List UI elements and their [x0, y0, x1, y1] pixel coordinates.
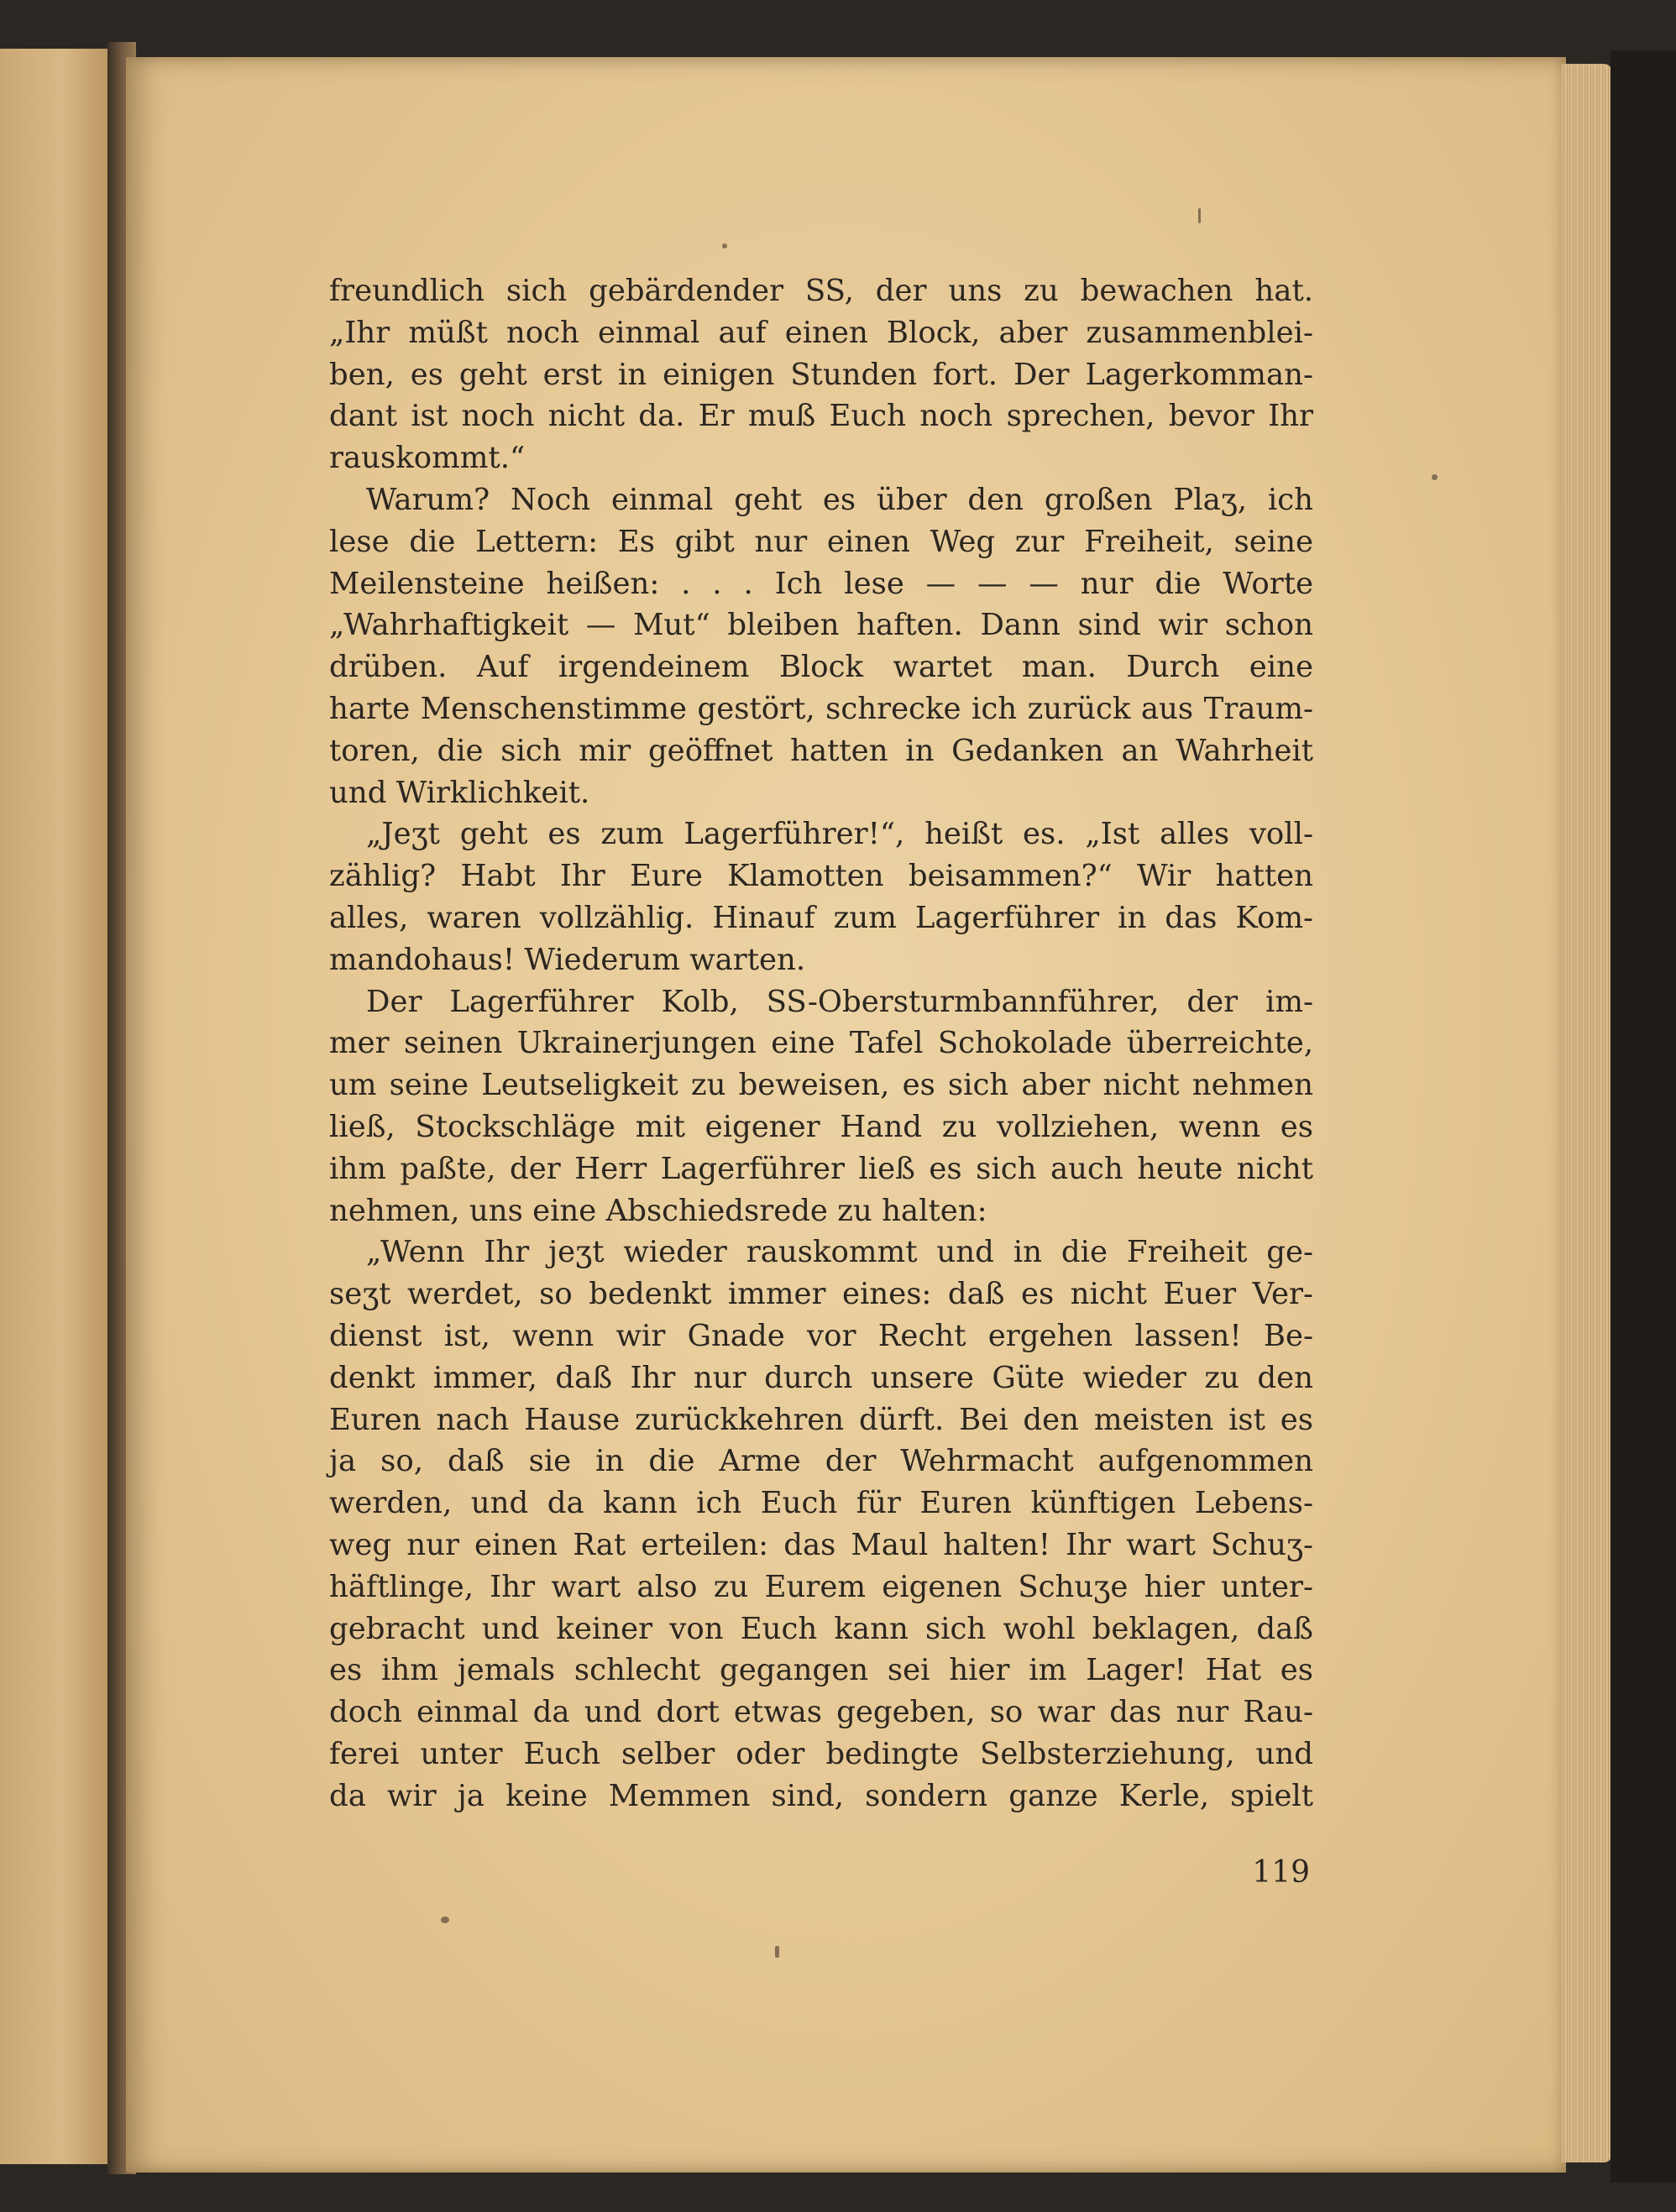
- text-line: doch einmal da und dort etwas gegeben, so war das nur Rau-: [329, 1695, 1313, 1730]
- page-number: 119: [1252, 1855, 1310, 1890]
- text-line: da wir ja keine Memmen sind, sondern ganze Kerle, spielt: [329, 1778, 1313, 1813]
- text-line: ben, es geht erst in einigen Stunden fort. Der Lagerkomman-: [329, 357, 1313, 392]
- page-mark: [1198, 208, 1201, 223]
- text-line: weg nur einen Rat erteilen: das Maul halten! Ihr wart Schuʒ-: [329, 1527, 1313, 1562]
- page-mark: [441, 1917, 449, 1923]
- text-line: „Ihr müßt noch einmal auf einen Block, aber zusammenblei-: [329, 315, 1313, 350]
- text-line: ihm paßte, der Herr Lagerführer ließ es sich auch heute nicht: [329, 1151, 1313, 1186]
- text-line: ja so, daß sie in die Arme der Wehrmacht aufgenommen: [329, 1444, 1313, 1479]
- page-mark: [1432, 474, 1438, 480]
- text-line: nehmen, uns eine Abschiedsrede zu halten:: [329, 1193, 987, 1228]
- text-line: gebracht und keiner von Euch kann sich wohl beklagen, daß: [329, 1611, 1313, 1646]
- text-line: harte Menschenstimme gestört, schrecke ich zurück aus Traum-: [329, 691, 1313, 726]
- text-line: Euren nach Hause zurückkehren dürft. Bei den meisten ist es: [329, 1402, 1313, 1437]
- text-line: und Wirklichkeit.: [329, 775, 590, 810]
- text-line: ließ, Stockschläge mit eigener Hand zu vollziehen, wenn es: [329, 1109, 1313, 1144]
- text-line: werden, und da kann ich Euch für Euren künftigen Lebens-: [329, 1486, 1313, 1521]
- text-line: mer seinen Ukrainerjungen eine Tafel Schokolade überreichte,: [329, 1026, 1313, 1061]
- text-line: ferei unter Euch selber oder bedingte Selbsterziehung, und: [329, 1736, 1313, 1771]
- page-stack-edges: [1562, 64, 1612, 2162]
- left-page-edge: [0, 49, 113, 2164]
- text-line: häftlinge, Ihr wart also zu Eurem eigenen Schuʒe hier unter-: [329, 1569, 1313, 1604]
- text-line: dienst ist, wenn wir Gnade vor Recht ergehen lassen! Be-: [329, 1318, 1313, 1353]
- text-line: Der Lagerführer Kolb, SS-Obersturmbannführer, der im-: [366, 984, 1313, 1019]
- text-line: zählig? Habt Ihr Eure Klamotten beisammen?“ Wir hatten: [329, 859, 1313, 894]
- text-line: alles, waren vollzählig. Hinauf zum Lagerführer in das Kom-: [329, 900, 1313, 935]
- text-line: seʒt werdet, so bedenkt immer eines: daß es nicht Euer Ver-: [329, 1277, 1313, 1312]
- page-mark: [722, 243, 727, 248]
- text-line: mandohaus! Wiederum warten.: [329, 942, 806, 977]
- scan-border: [1611, 50, 1676, 2183]
- text-line: rauskommt.“: [329, 441, 526, 476]
- text-line: Warum? Noch einmal geht es über den großen Plaʒ, ich: [366, 482, 1313, 517]
- text-line: es ihm jemals schlecht gegangen sei hier im Lager! Hat es: [329, 1653, 1313, 1688]
- text-line: um seine Leutseligkeit zu beweisen, es sich aber nicht nehmen: [329, 1068, 1313, 1103]
- text-line: dant ist noch nicht da. Er muß Euch noch sprechen, bevor Ihr: [329, 399, 1313, 434]
- text-line: „Jeʒt geht es zum Lagerführer!“, heißt es. „Ist alles voll-: [366, 817, 1313, 852]
- text-line: Meilensteine heißen: . . . Ich lese — — — nur die Worte: [329, 566, 1313, 601]
- text-line: drüben. Auf irgendeinem Block wartet man. Durch eine: [329, 650, 1313, 685]
- page-mark: [775, 1946, 779, 1958]
- text-line: „Wenn Ihr jeʒt wieder rauskommt und in die Freiheit ge-: [366, 1235, 1313, 1270]
- text-line: lese die Lettern: Es gibt nur einen Weg zur Freiheit, seine: [329, 524, 1313, 559]
- body-text: [329, 270, 1313, 1817]
- text-line: „Wahrhaftigkeit — Mut“ bleiben haften. Dann sind wir schon: [329, 608, 1313, 643]
- text-line: denkt immer, daß Ihr nur durch unsere Güte wieder zu den: [329, 1360, 1313, 1395]
- text-line: freundlich sich gebärdender SS, der uns zu bewachen hat.: [329, 274, 1313, 308]
- text-line: toren, die sich mir geöffnet hatten in Gedanken an Wahrheit: [329, 733, 1313, 768]
